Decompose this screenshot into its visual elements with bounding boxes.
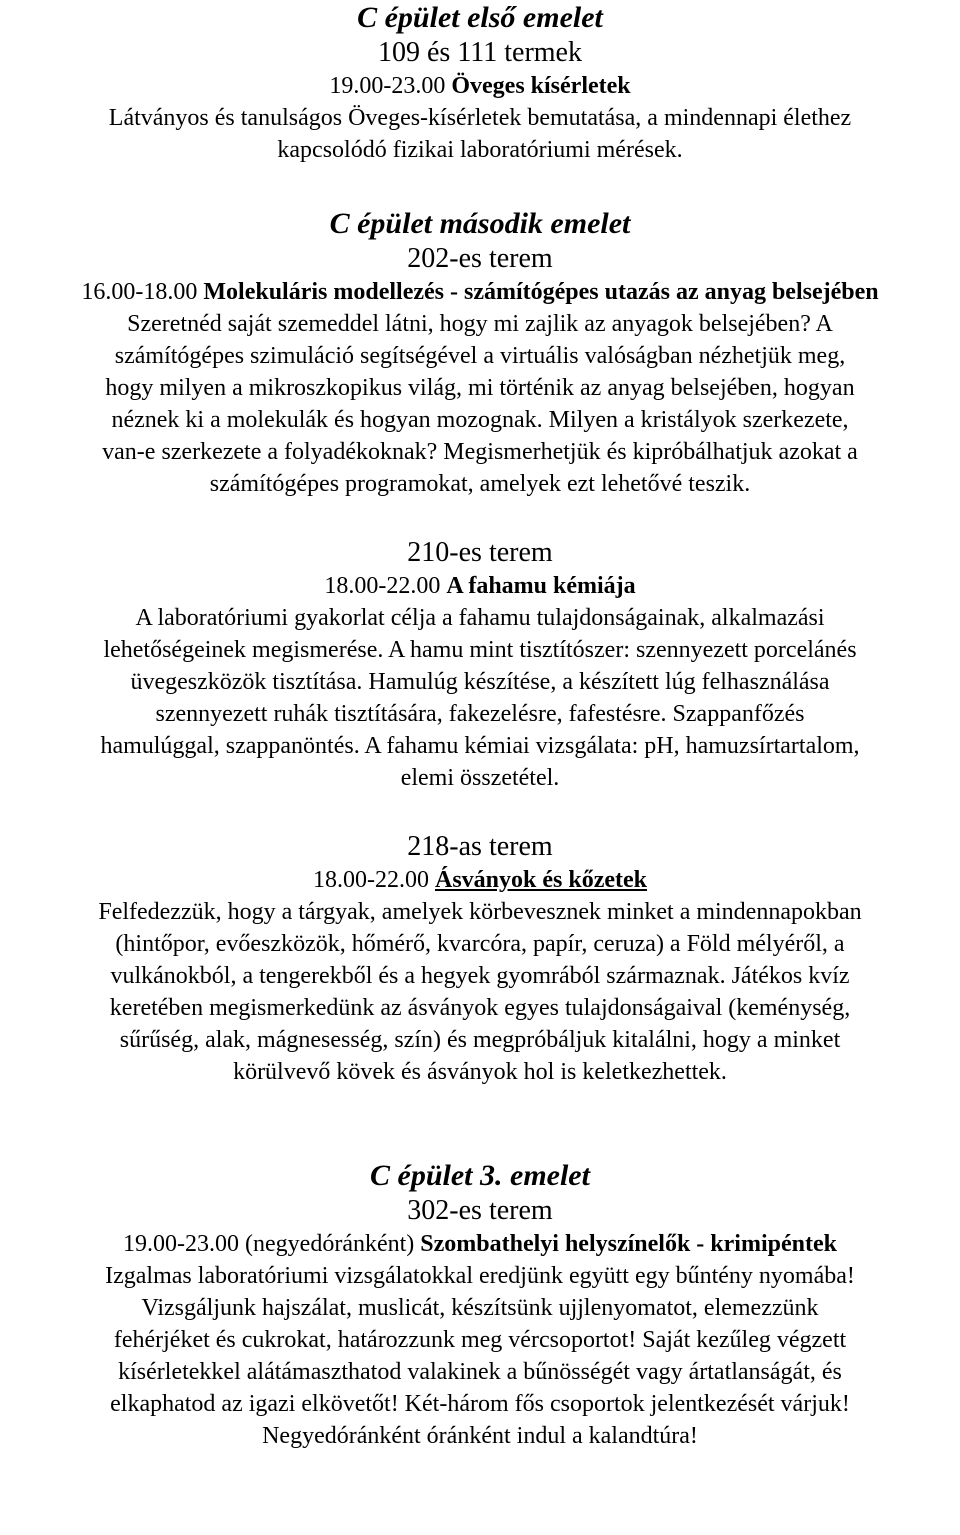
- event-title: Szombathelyi helyszínelők - krimipéntek: [420, 1231, 837, 1257]
- description-line: hogy milyen a mikroszkopikus világ, mi történik az anyag belsejében, hogyan: [105, 375, 855, 401]
- event-title: Öveges kísérletek: [451, 73, 631, 99]
- event-time: 16.00-18.00: [81, 279, 198, 305]
- description-line: hamulúggal, szappanöntés. A fahamu kémiai vizsgálata: pH, hamuzsírtartalom,: [100, 733, 860, 759]
- description-line: Látványos és tanulságos Öveges-kísérletek bemutatása, a mindennapi élethez: [108, 105, 852, 131]
- description-line: Vizsgáljunk hajszálat, muslicát, készítsünk ujjlenyomatot, elemezzünk: [141, 1295, 819, 1321]
- description-line: (hintőpor, evőeszközök, hőmérő, kvarcóra, papír, ceruza) a Föld mélyéről, a: [115, 931, 845, 957]
- description-line: néznek ki a molekulák és hogyan mozognak. Milyen a kristályok szerkezete,: [111, 407, 849, 433]
- description-line: lehetőségeinek megismerése. A hamu mint tisztítószer: szennyezett porcelánés: [103, 637, 857, 663]
- event-time: 19.00-23.00 (negyedóránként): [123, 1231, 415, 1257]
- room-label: 218-as terem: [407, 831, 553, 862]
- room-label: 202-es terem: [407, 243, 553, 274]
- event-time: 18.00-22.00: [312, 867, 429, 893]
- room-label: 302-es terem: [407, 1195, 553, 1226]
- event-header: [0, 864, 960, 896]
- description-line: számítógépes programokat, amelyek ezt lehetővé teszik.: [209, 471, 751, 497]
- event-header: [0, 70, 960, 102]
- description-line: van-e szerkezete a folyadékoknak? Megismerhetjük és kipróbálhatjuk azokat a: [102, 439, 858, 465]
- room-label: 109 és 111 termek: [378, 37, 582, 68]
- floor-heading: C épület első emelet: [357, 1, 603, 34]
- description-line: kísérletekkel alátámaszthatod valakinek a bűnösségét vagy ártatlanságát, és: [118, 1359, 842, 1385]
- description-line: fehérjéket és cukrokat, határozzunk meg vércsoportot! Saját kezűleg végzett: [113, 1327, 847, 1353]
- description-line: számítógépes szimuláció segítségével a virtuális valóságban nézhetjük meg,: [114, 343, 846, 369]
- description-line: üvegeszközök tisztítása. Hamulúg készítése, a készített lúg felhasználása: [130, 669, 830, 695]
- event-title: Ásványok és kőzetek: [434, 867, 647, 893]
- event-header: [0, 1228, 960, 1260]
- event-title: A fahamu kémiája: [446, 573, 636, 599]
- description-line: szennyezett ruhák tisztítására, fakezelésre, fafestésre. Szappanfőzés: [155, 701, 805, 727]
- description-line: Izgalmas laboratóriumi vizsgálatokkal eredjünk együtt egy bűntény nyomába!: [105, 1263, 855, 1289]
- description-line: Szeretnéd saját szemeddel látni, hogy mi zajlik az anyagok belsejében? A: [127, 311, 833, 337]
- floor-heading: C épület második emelet: [329, 207, 631, 240]
- event-header: [0, 570, 960, 602]
- description-line: elkaphatod az igazi elkövetőt! Két-három fős csoportok jelentkezését várjuk!: [110, 1391, 850, 1417]
- description-line: vulkánokból, a tengerekből és a hegyek gyomrából származnak. Játékos kvíz: [110, 963, 850, 989]
- description-line: Negyedóránként óránként indul a kalandtúra!: [262, 1423, 698, 1449]
- description-line: Felfedezzük, hogy a tárgyak, amelyek körbevesznek minket a mindennapokban: [98, 899, 862, 925]
- description-line: sűrűség, alak, mágnesesség, szín) és megpróbáljuk kitalálni, hogy a minket: [119, 1027, 841, 1053]
- description-line: kapcsolódó fizikai laboratóriumi mérések.: [277, 137, 683, 163]
- room-label: 210-es terem: [407, 537, 553, 568]
- event-header: [0, 276, 960, 308]
- event-title: Molekuláris modellezés - számítógépes utazás az anyag belsejében: [203, 279, 879, 305]
- event-time: 18.00-22.00: [324, 573, 441, 599]
- floor-heading: C épület 3. emelet: [370, 1159, 590, 1192]
- description-line: keretében megismerkedünk az ásványok egyes tulajdonságaival (keménység,: [109, 995, 851, 1021]
- event-time: 19.00-23.00: [329, 73, 446, 99]
- description-line: elemi összetétel.: [400, 765, 560, 791]
- description-line: A laboratóriumi gyakorlat célja a fahamu tulajdonságainak, alkalmazási: [135, 605, 825, 631]
- description-line: körülvevő kövek és ásványok hol is keletkezhettek.: [233, 1059, 727, 1085]
